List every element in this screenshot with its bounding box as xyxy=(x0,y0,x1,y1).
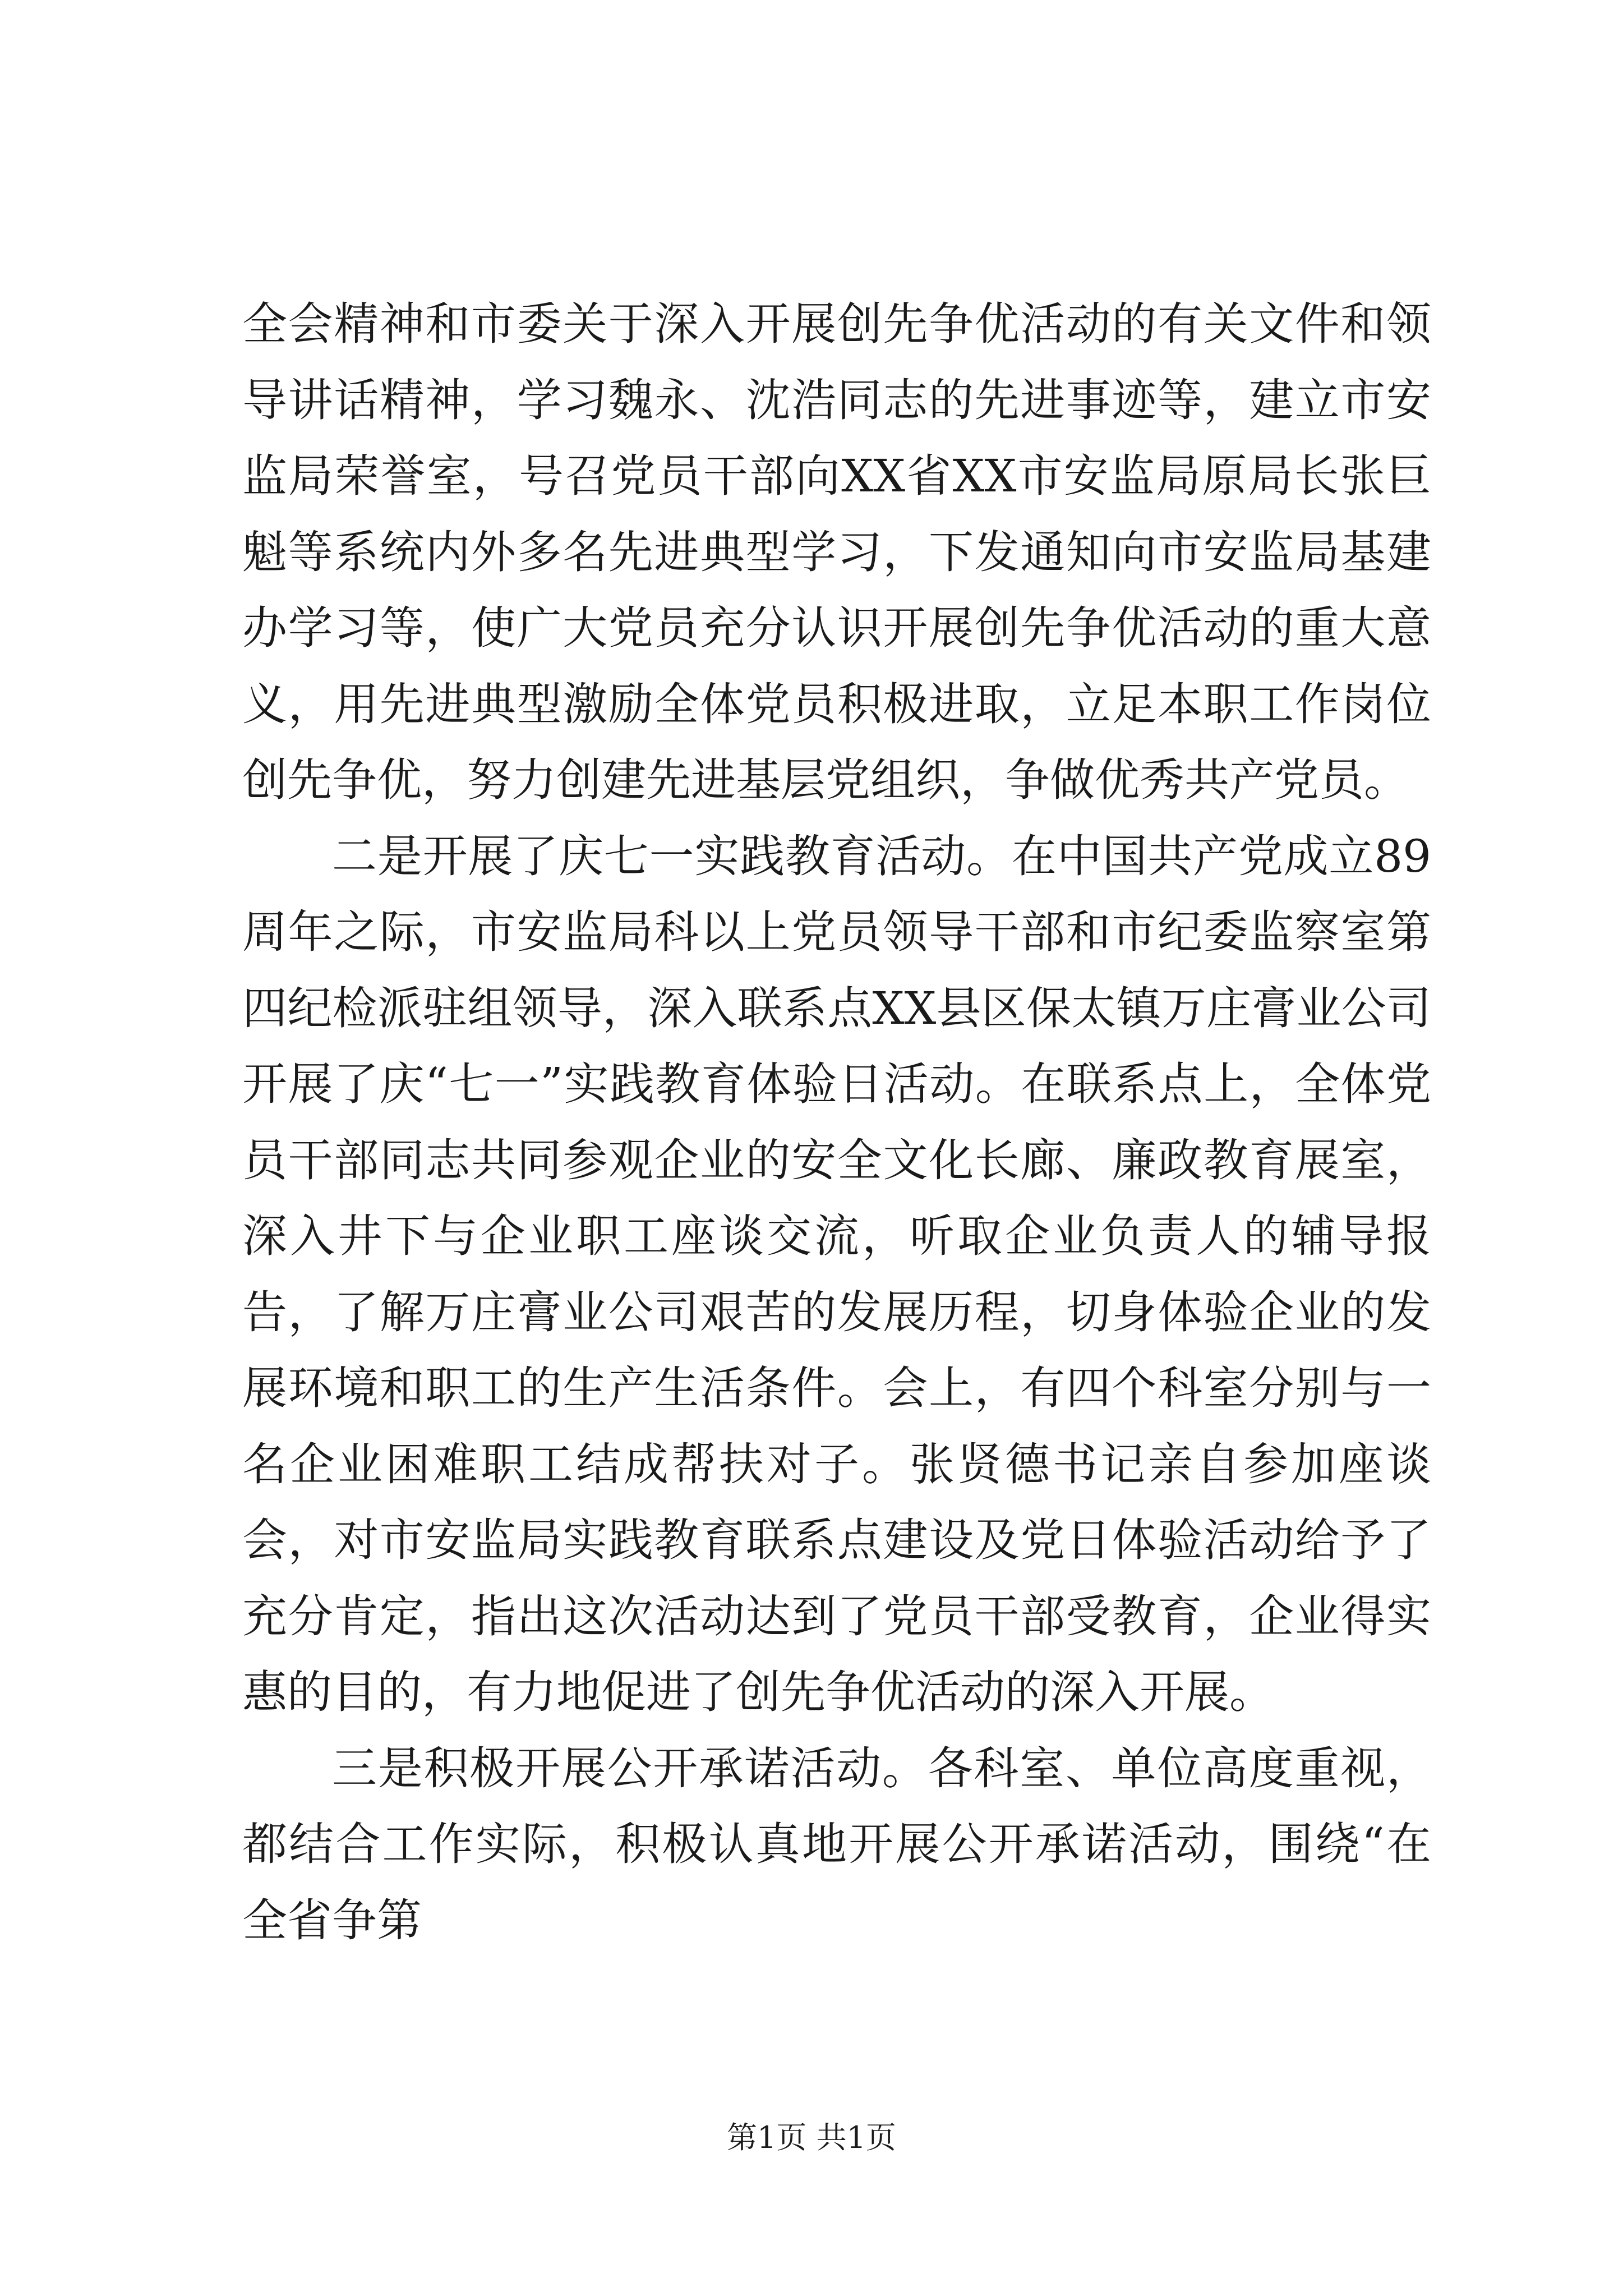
paragraph-qiyi-activity: 二是开展了庆七一实践教育活动。在中国共产党成立89周年之际，市安监局科以上党员领导干部和市纪委监察室第四纪检派驻组领导，深入联系点XX县区保太镇万庄膏业公司开展了庆“七一”实践教育体验日活动。在联系点上，全体党员干部同志共同参观企业的安全文化长廊、廉政教育展室，深入井下与企业职工座谈交流，听取企业负责人的辅导报告，了解万庄膏业公司艰苦的发展历程，切身体验企业的发展环境和职工的生产生活条件。会上，有四个科室分别与一名企业困难职工结成帮扶对子。张贤德书记亲自参加座谈会，对市安监局实践教育联系点建设及党日体验活动给予了充分肯定，指出这次活动达到了党员干部受教育，企业得实惠的目的，有力地促进了创先争优活动的深入开展。 xyxy=(242,830,1431,1718)
paragraph-public-commitment: 三是积极开展公开承诺活动。各科室、单位高度重视，都结合工作实际，积极认真地开展公开承诺活动，围绕“在全省争第 xyxy=(242,1742,1431,1947)
document-body xyxy=(242,286,1431,1958)
paragraph-continuation: 全会精神和市委关于深入开展创先争优活动的有关文件和领导讲话精神，学习魏永、沈浩同志的先进事迹等，建立市安监局荣誉室，号召党员干部向XX省XX市安监局原局长张巨魁等系统内外多名先进典型学习，下发通知向市安监局基建办学习等，使广大党员充分认识开展创先争优活动的重大意义，用先进典型激励全体党员积极进取，立足本职工作岗位创先争优，努力创建先进基层党组织，争做优秀共产党员。 xyxy=(242,298,1431,806)
page-footer: 第1页 共1页 xyxy=(727,2120,896,2155)
